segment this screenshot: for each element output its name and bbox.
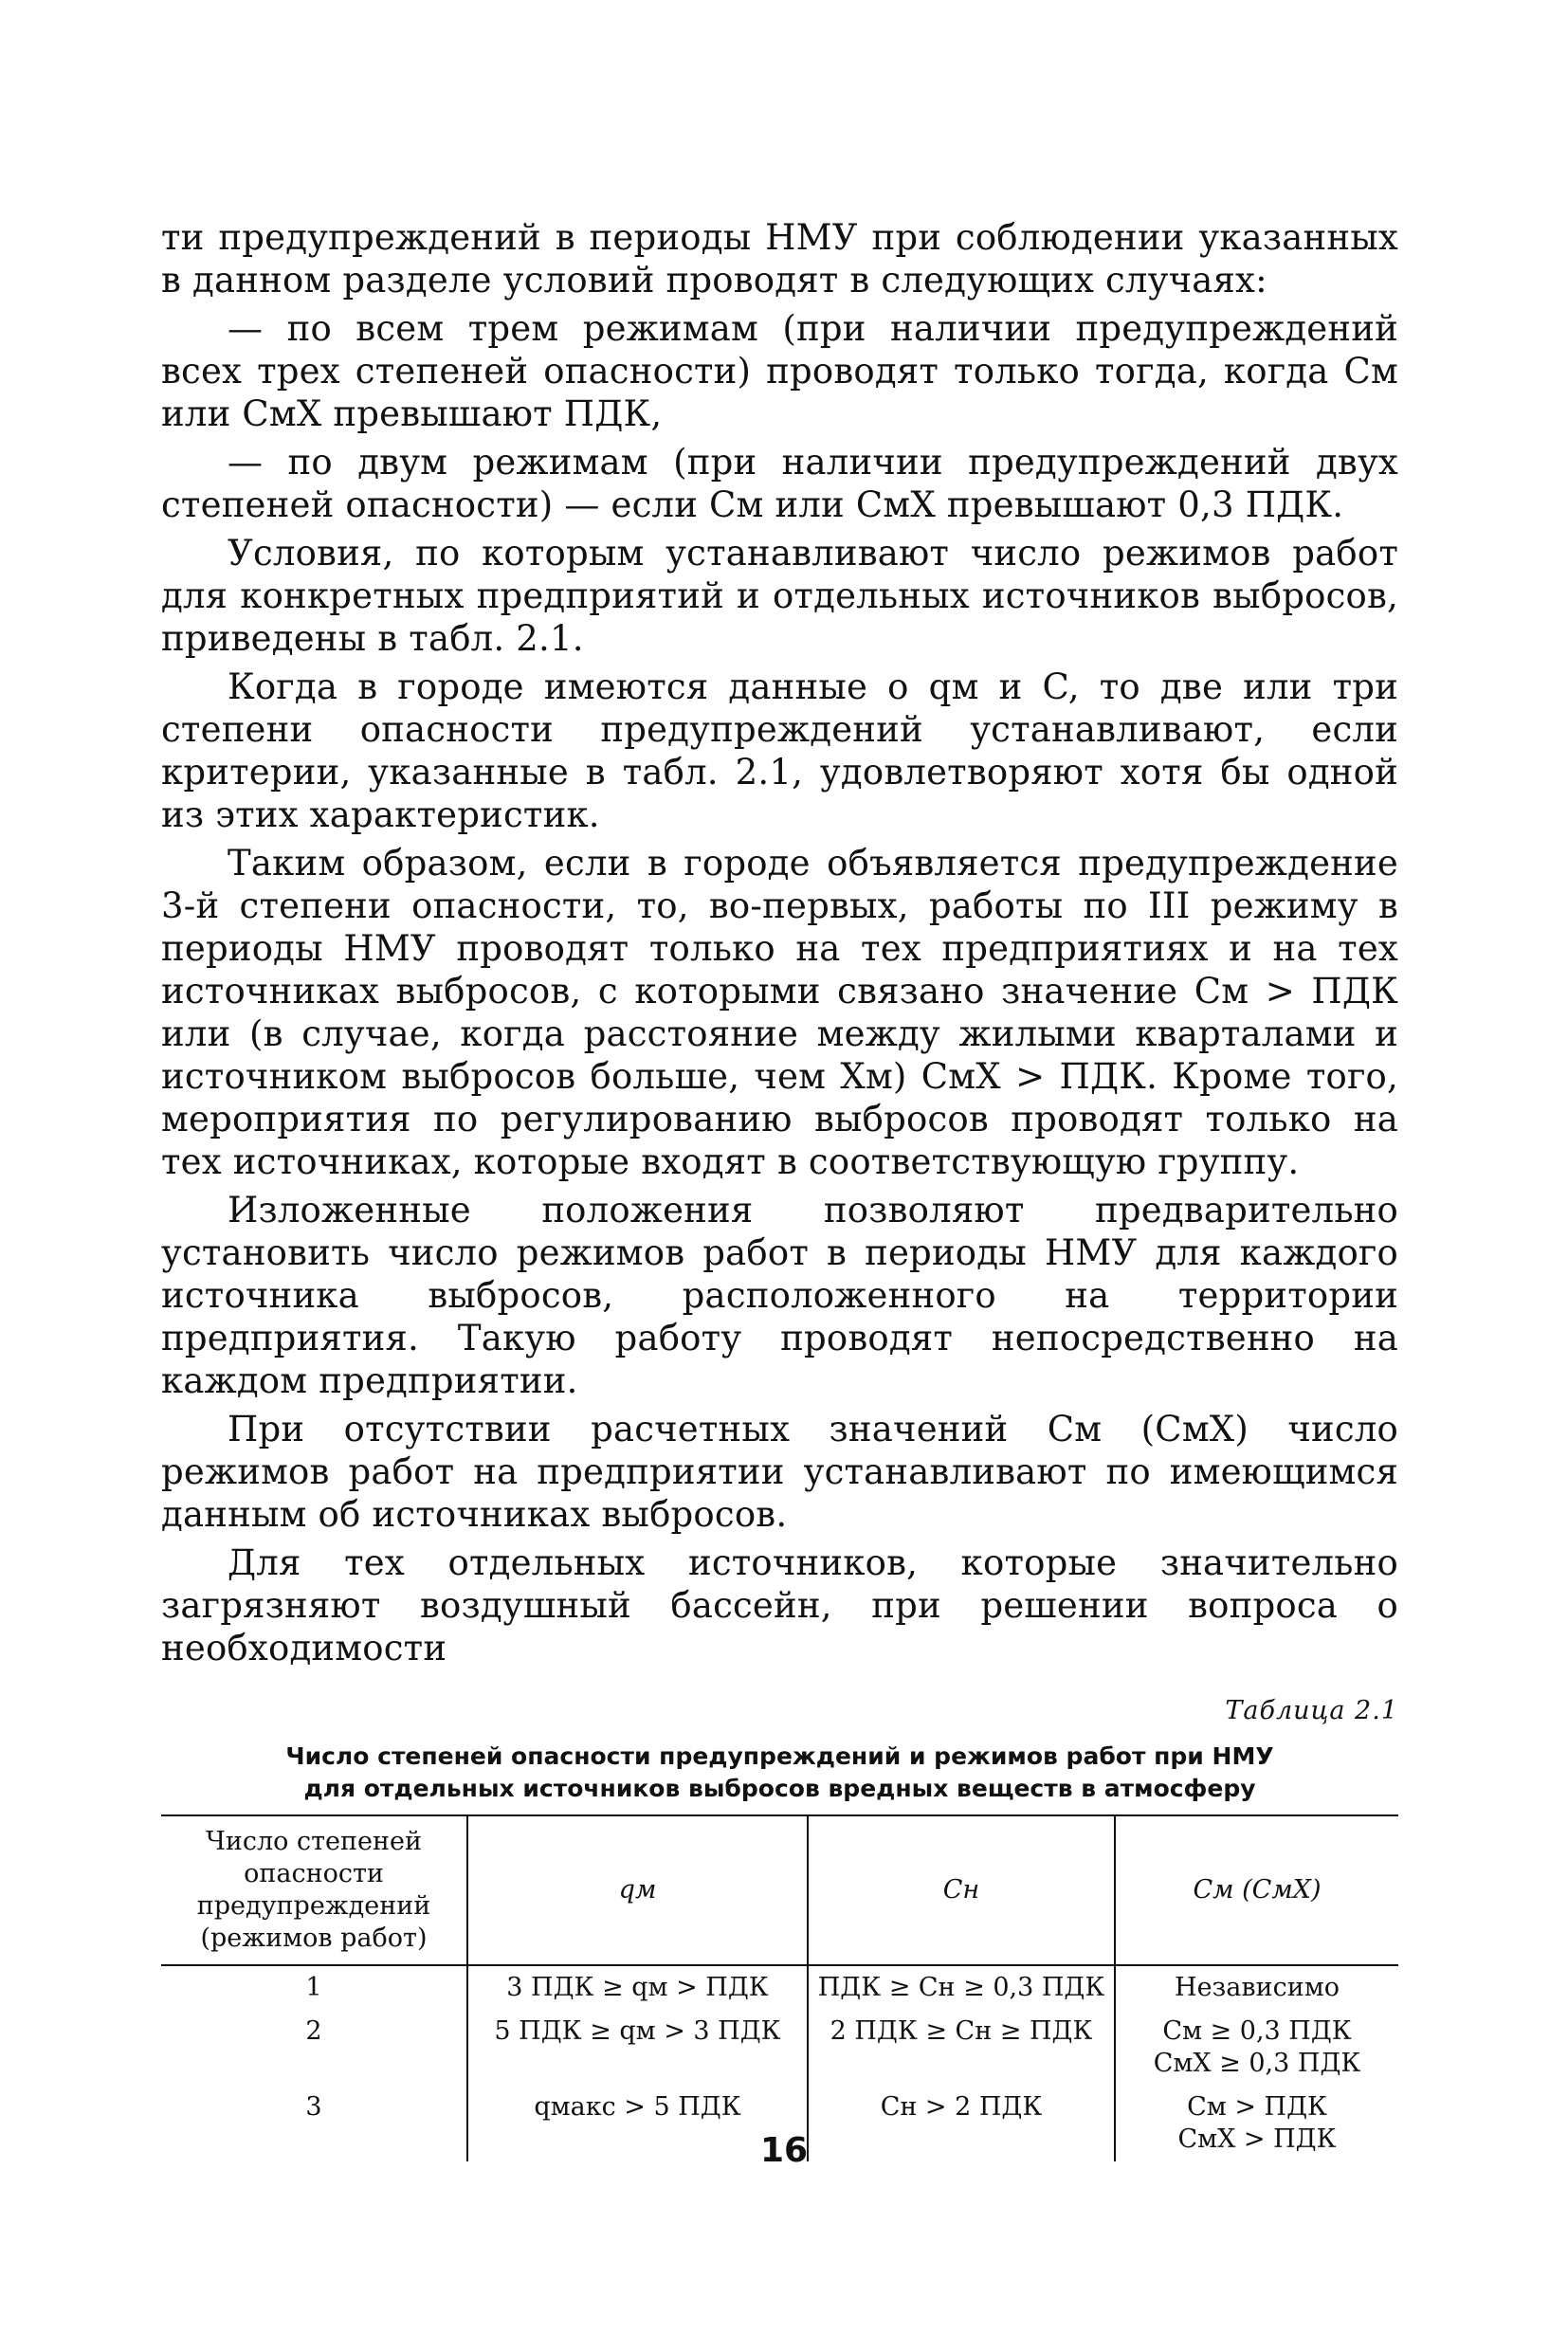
cell-cm (1115, 2010, 1398, 2086)
cell-q: 3 ПДК ≥ qм > ПДК (467, 1965, 808, 2010)
cell-cm-line-2: CмX > ПДК (1177, 2124, 1337, 2154)
page-body (161, 216, 1398, 2161)
header-q: qм (467, 1815, 808, 1965)
cell-cm (1115, 1965, 1398, 2010)
cell-cm-line-2: CмX ≥ 0,3 ПДК (1153, 2049, 1361, 2078)
cell-cm-line-1: Cм ≥ 0,3 ПДК (1162, 2016, 1352, 2046)
table-row (161, 1965, 1398, 2010)
paragraph-provisions: Изложенные положения позволяют предварительно установить число режимов работ в периоды НМУ для каждого источника выбросов, расположенного на территории предприятия. Такую работу проводят непосредственно на каждом предприятии. (161, 1190, 1398, 1401)
header-c: Cн (808, 1815, 1115, 1965)
paragraph-separate-sources: Для тех отдельных источников, которые значительно загрязняют воздушный бассейн, при решении вопроса о необходимости (161, 1542, 1398, 1668)
cell-c: ПДК ≥ Cн ≥ 0,3 ПДК (808, 1965, 1115, 2010)
cell-level: 3 (305, 2092, 322, 2122)
cell-level: 2 (305, 2016, 322, 2046)
paragraph-conditions: Условия, по которым устанавливают число режимов работ для конкретных предприятий и отдельных источников выбросов, приведены в табл. 2.1. (161, 533, 1398, 659)
paragraph-continuation: ти предупреждений в периоды НМУ при соблюдении указанных в данном разделе условий проводят в следующих случаях: (161, 217, 1398, 301)
table-title-line-1: Число степеней опасности предупреждений и режимов работ при НМУ (285, 1742, 1274, 1770)
cell-q: qмакс > 5 ПДК (467, 2086, 808, 2161)
table-row (161, 2010, 1398, 2086)
table-label: Таблица 2.1 (1225, 1696, 1398, 1725)
paragraph-absence-of-values: При отсутствии расчетных значений Cм (CмX) число режимов работ на предприятии устанавливают по имеющимся данным об источниках выбросов. (161, 1409, 1398, 1535)
cell-level: 1 (305, 1973, 322, 2002)
paragraph-item-three-modes: — по всем трем режимам (при наличии предупреждений всех трех степеней опасности) проводят только тогда, когда Cм или CмX превышают ПДК, (161, 308, 1398, 434)
page-number: 16 (759, 2131, 809, 2170)
cell-cm-line-1: Cм > ПДК (1187, 2092, 1327, 2122)
table-title (161, 1741, 1398, 1805)
paragraph-city-data: Когда в городе имеются данные о qм и C, то две или три степени опасности предупреждений устанавливают, если критерии, указанные в табл. 2.1, удовлетворяют хотя бы одной из этих характеристик. (161, 666, 1398, 835)
header-hazard-levels: Число степеней опасности предупреждений (режимов работ) (161, 1815, 467, 1965)
cell-c: Cн > 2 ПДК (808, 2086, 1115, 2161)
cell-cm-line-1: Независимо (1175, 1973, 1340, 2002)
table-title-line-2: для отдельных источников выбросов вредных веществ в атмосферу (303, 1775, 1256, 1802)
hazard-levels-table (161, 1814, 1398, 2161)
paragraph-warning-level-3: Таким образом, если в городе объявляется предупреждение 3-й степени опасности, то, во-первых, работы по III режиму в периоды НМУ проводят только на тех предприятиях и на тех источниках выбросов, с которыми связано значение Cм > ПДК или (в случае, когда расстояние между жилыми кварталами и источником выбросов больше, чем Xм) CмX > ПДК. Кроме того, мероприятия по регулированию выбросов проводят только на тех источниках, которые входят в соответствующую группу. (161, 843, 1398, 1182)
cell-c: 2 ПДК ≥ Cн ≥ ПДК (808, 2010, 1115, 2086)
table-header-row (161, 1815, 1398, 1965)
cell-q: 5 ПДК ≥ qм > 3 ПДК (467, 2010, 808, 2086)
paragraph-item-two-modes: — по двум режимам (при наличии предупреждений двух степеней опасности) — если Cм или CмX превышают 0,3 ПДК. (161, 442, 1398, 525)
header-cm: Cм (CмX) (1115, 1815, 1398, 1965)
